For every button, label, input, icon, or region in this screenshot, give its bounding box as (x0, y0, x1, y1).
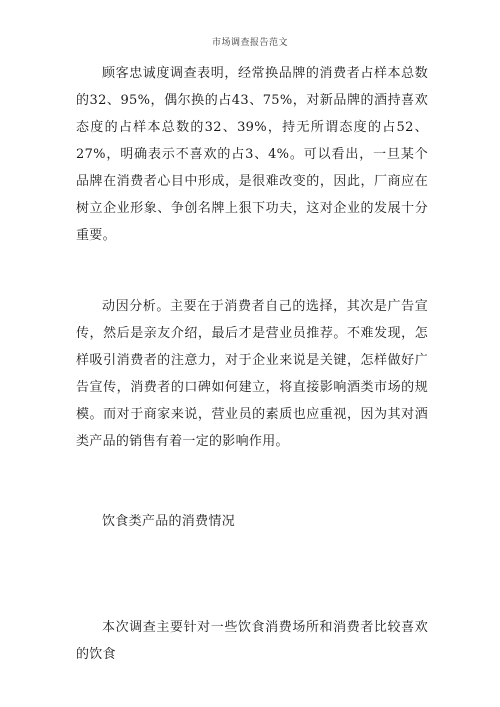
paragraph-motivation-analysis: 动因分析。主要在于消费者自己的选择，其次是广告宣传，然后是亲友介绍，最后才是营业员推荐。不难发现，怎样吸引消费者的注意力，对于企业来说是关键，怎样做好广告宣传，消费者的口碑如何建立，将直接影响酒类市场的规模。而对于商家来说，营业员的素质也应重视，因为其对酒类产品的销售有着一定的影响作用。 (76, 299, 428, 449)
paragraph-brand-loyalty: 顾客忠诚度调查表明，经常换品牌的消费者占样本总数的32、95%，偶尔换的占43、75%，对新品牌的酒持喜欢态度的占样本总数的32、39%，持无所谓态度的占52、27%，明确表示不喜欢的占3、4%。可以看出，一旦某个品牌在消费者心目中形成，是很难改变的，因此，厂商应在树立企业形象、争创名牌上狠下功夫，这对企业的发展十分重要。 (76, 66, 428, 243)
paragraph-survey-scope: 本次调查主要针对一些饮食消费场所和消费者比较喜欢的饮食 (76, 620, 428, 662)
section-heading-food-consumption: 饮食类产品的消费情况 (102, 514, 236, 529)
page-header-title: 市场调查报告范文 (211, 38, 288, 48)
